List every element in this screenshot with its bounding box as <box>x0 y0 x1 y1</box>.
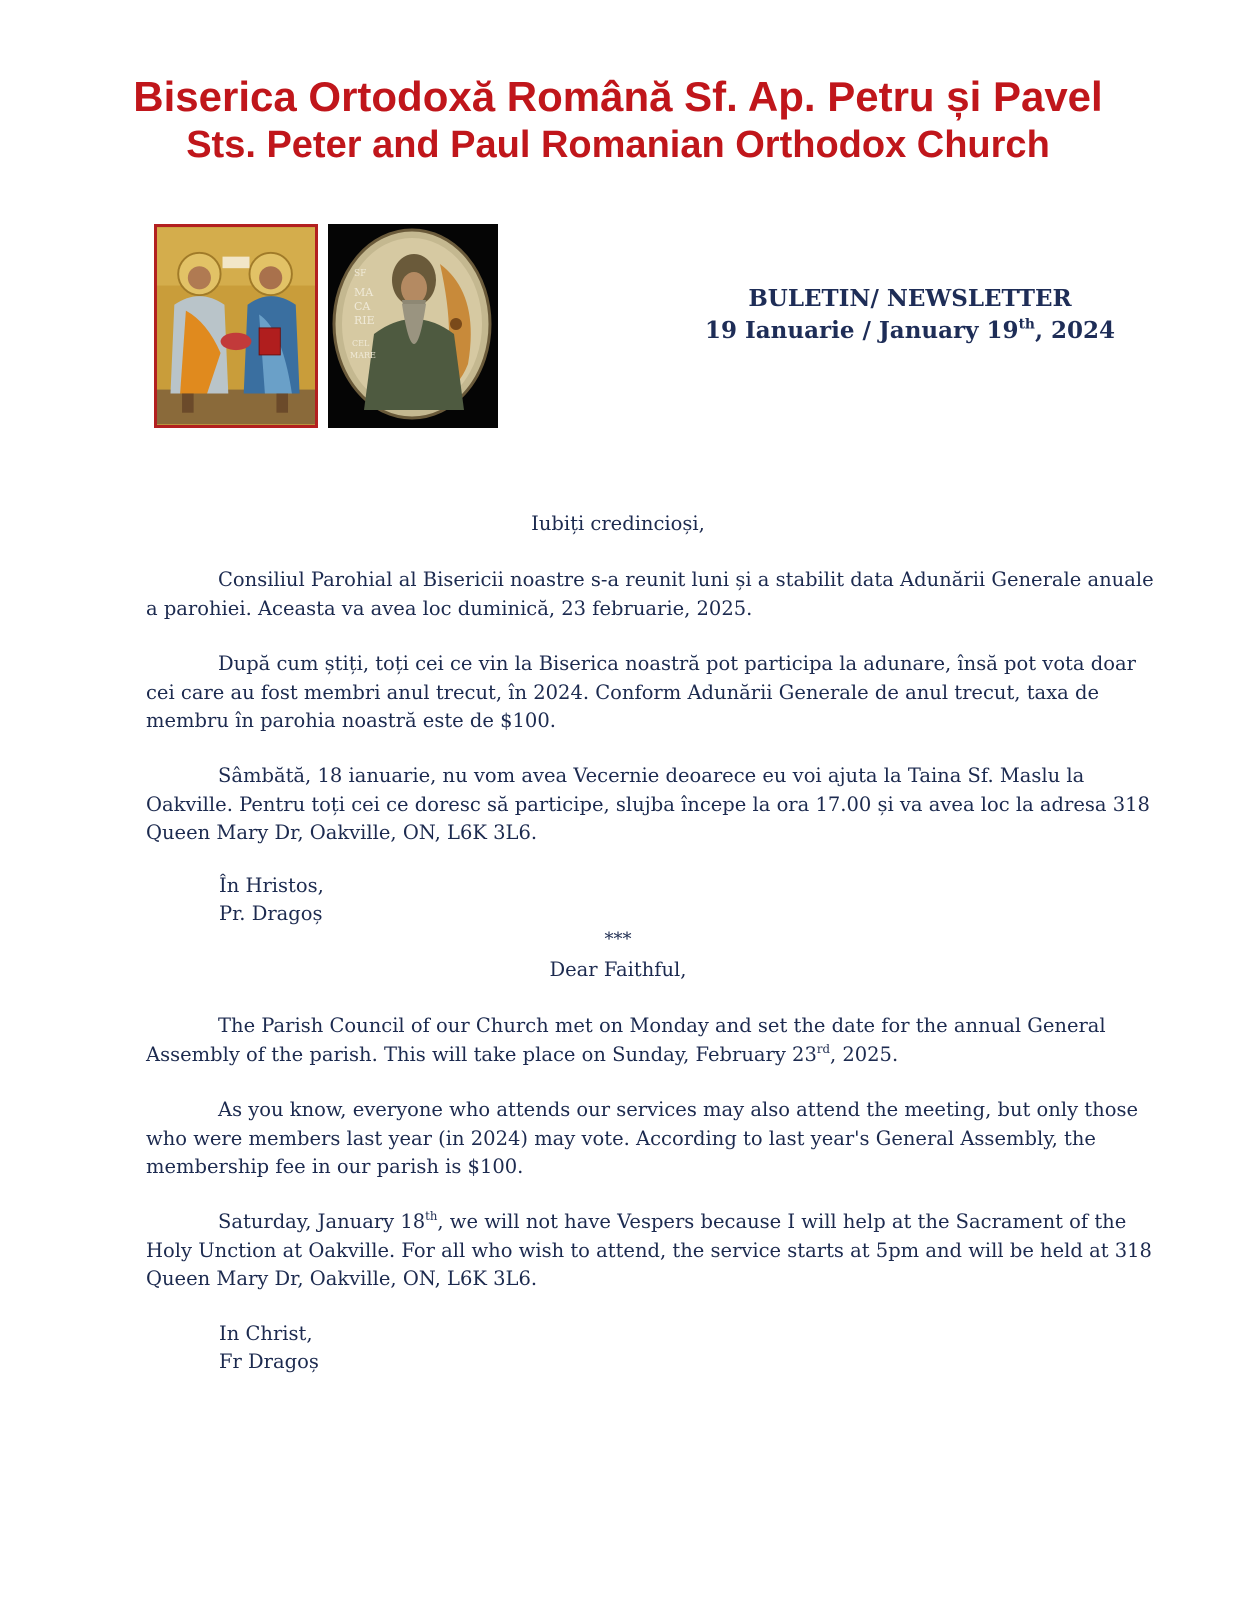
newsletter-date <box>660 316 1160 346</box>
section-separator: *** <box>604 929 632 950</box>
icon-saint-macarius <box>328 224 498 428</box>
greeting-english: Dear Faithful, <box>549 958 687 981</box>
newsletter-title: BULETIN/ NEWSLETTER <box>748 285 1072 312</box>
greeting-romanian: Iubiți credincioși, <box>531 512 705 535</box>
date-text: 19 Ianuarie / January 19 <box>705 317 1019 344</box>
paragraph-text: , we will not have Vespers because I will help at the Sacrament of the Holy Unction at Oakville. For all who wish to attend, the service starts at 5pm and will be held at 318 Queen Mary Dr, Oakville, ON, L6K 3L6. <box>146 1210 1152 1290</box>
closing-romanian: În Hristos, <box>219 874 324 897</box>
paragraph-romanian-3: Sâmbătă, 18 ianuarie, nu vom avea Vecernie deoarece eu voi ajuta la Taina Sf. Maslu la Oakville. Pentru toți cei ce doresc să participe, slujba începe la ora 17.00 și va avea loc la adresa 318 Queen Mary Dr, Oakville, ON, L6K 3L6. <box>146 764 1150 844</box>
icon-lettering: CA <box>354 300 371 313</box>
saint-macarius-image <box>328 224 498 428</box>
icon-lettering: CEL <box>352 339 370 348</box>
paragraph-english-2: As you know, everyone who attends our services may also attend the meeting, but only those who were members last year (in 2024) may vote. According to last year's General Assembly, the membership fee in our parish is $100. <box>146 1098 1138 1178</box>
church-title-romanian: Biserica Ortodoxă Română Sf. Ap. Petru și Pavel <box>133 73 1103 120</box>
icon-lettering: RIE <box>354 314 375 327</box>
signature-romanian: Pr. Dragoș <box>219 902 323 925</box>
icon-lettering: MARE <box>350 351 376 360</box>
paragraph-text: , 2025. <box>829 1042 899 1066</box>
church-title-english: Sts. Peter and Paul Romanian Orthodox Church <box>186 124 1050 166</box>
icon-saints-peter-and-paul <box>154 224 318 428</box>
paragraph-text: The Parish Council of our Church met on Monday and set the date for the annual General Assembly of the parish. This will take place on Sunday, February 23 <box>146 1014 1106 1066</box>
closing-english: In Christ, <box>219 1322 313 1345</box>
saints-peter-and-paul-image <box>157 227 315 425</box>
paragraph-text: Saturday, January 18 <box>218 1210 426 1233</box>
date-ordinal: th <box>1018 316 1035 333</box>
date-year: , 2024 <box>1034 317 1115 344</box>
icon-lettering: MA <box>354 286 374 299</box>
paragraph-romanian-2: După cum știți, toți cei ce vin la Biserica noastră pot participa la adunare, însă pot vota doar cei care au fost membri anul trecut, în 2024. Conform Adunării Generale de anul trecut, taxa de membru în parohia noastră este de $100. <box>146 652 1136 732</box>
paragraph-romanian-1: Consiliul Parohial al Bisericii noastre s-a reunit luni și a stabilit data Adunării Generale anuale a parohiei. Aceasta va avea loc duminică, 23 februarie, 2025. <box>146 568 1154 620</box>
ordinal-suffix: rd <box>816 1041 830 1056</box>
ordinal-suffix: th <box>425 1208 438 1223</box>
signature-english: Fr Dragoș <box>219 1350 319 1373</box>
paragraph-english-3 <box>146 1208 1166 1294</box>
paragraph-english-1 <box>146 1012 1166 1069</box>
icon-lettering: SF <box>354 269 367 279</box>
